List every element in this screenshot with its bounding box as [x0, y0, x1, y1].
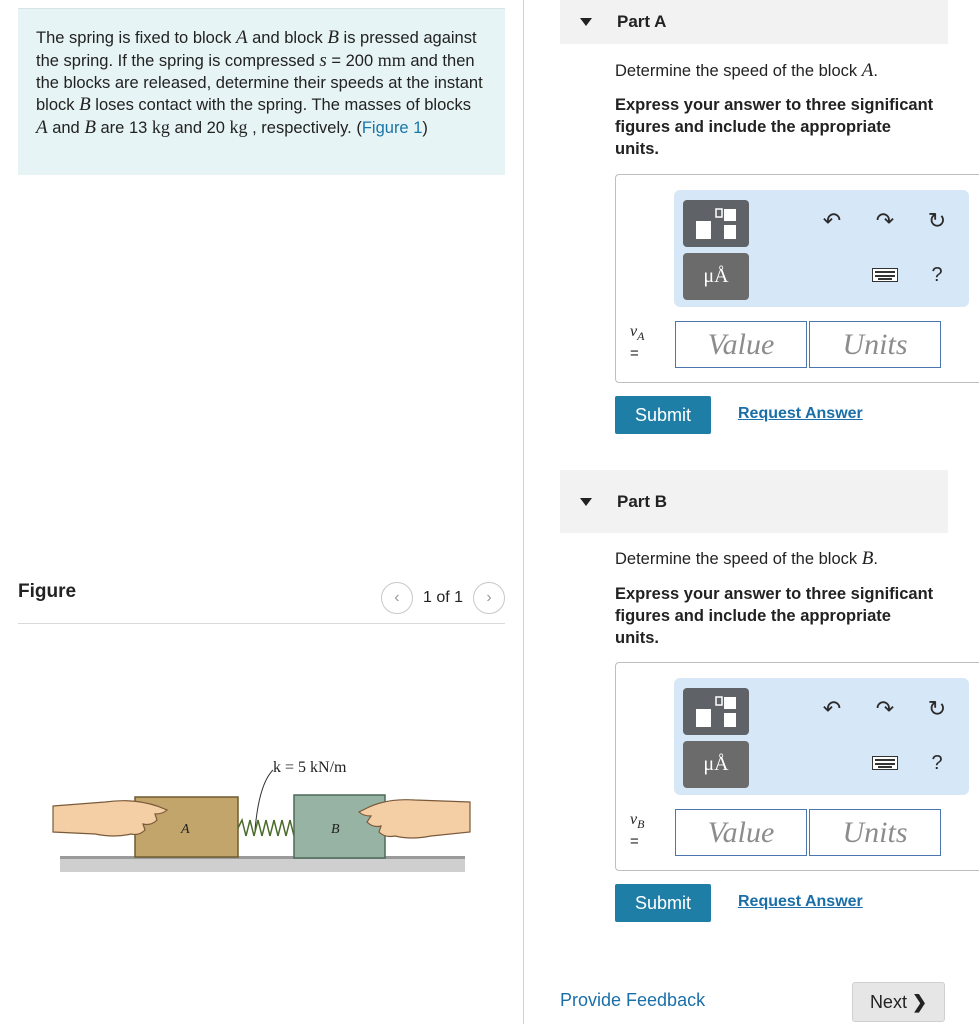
prompt-var: A [861, 60, 874, 81]
problem-text: The spring is fixed to block [36, 29, 236, 47]
var-subscript: B [637, 817, 645, 831]
part-a-answer-box [615, 174, 979, 383]
prompt-text: Determine the speed of the block [615, 62, 862, 80]
redo-icon[interactable]: ↷ [875, 208, 895, 233]
help-icon[interactable]: ? [931, 751, 943, 774]
units-input[interactable]: Units [809, 321, 941, 368]
figure-illustration [45, 740, 475, 890]
template-icon[interactable] [683, 688, 749, 735]
chevron-right-icon[interactable]: › [473, 582, 505, 614]
part-a-header[interactable] [560, 0, 948, 44]
var-s: s [319, 50, 327, 71]
problem-text: and block [247, 29, 328, 47]
next-button[interactable] [852, 982, 945, 1022]
provide-feedback-link[interactable]: Provide Feedback [560, 990, 706, 1010]
part-b-request-answer-link[interactable]: Request Answer [738, 893, 863, 910]
floor-edge [60, 856, 465, 859]
part-a-request-answer-link[interactable]: Request Answer [738, 405, 863, 422]
unit-kg: kg [151, 117, 170, 137]
value-input[interactable]: Value [675, 321, 807, 368]
equals-sign: = [630, 833, 639, 850]
part-b-title: Part B [617, 491, 668, 511]
var-subscript: A [637, 329, 645, 343]
part-b-header[interactable] [560, 470, 948, 533]
prompt-var: B [861, 548, 874, 569]
var-b: B [327, 27, 339, 48]
undo-icon[interactable]: ↶ [822, 696, 842, 721]
equals-sign: = [630, 345, 639, 362]
redo-icon[interactable]: ↷ [875, 696, 895, 721]
collapse-triangle-icon[interactable] [580, 498, 592, 506]
figure-pager [381, 582, 505, 614]
reset-icon[interactable]: ↻ [927, 696, 947, 721]
part-a-prompt [615, 60, 878, 82]
unit-mm: mm [377, 50, 406, 70]
block-b-label: B [331, 822, 340, 837]
part-a-submit-button[interactable]: Submit [615, 396, 711, 434]
spring-label: k = 5 kN/m [273, 759, 347, 776]
figure-header [18, 578, 505, 624]
problem-text: , respectively. ( [247, 119, 362, 137]
unit-kg: kg [229, 117, 248, 137]
units-button[interactable]: μÅ [683, 741, 749, 788]
problem-text: = 200 [326, 52, 378, 70]
problem-text: loses contact with the spring. The masses of blocks [90, 96, 472, 114]
var-symbol: v [630, 811, 638, 828]
template-icon[interactable] [683, 200, 749, 247]
problem-text: is pressed against the spring. If the spring is compressed [36, 29, 477, 70]
chevron-left-icon[interactable]: ‹ [381, 582, 413, 614]
figure-title: Figure [18, 581, 77, 602]
floor [60, 858, 465, 872]
var-label-va [630, 323, 644, 363]
part-b-submit-button[interactable]: Submit [615, 884, 711, 922]
var-label-vb [630, 811, 644, 851]
part-a-instructions: Express your answer to three significant figures and include the appropriate units. [615, 96, 934, 158]
problem-text: and [47, 119, 85, 137]
part-b-prompt [615, 548, 878, 570]
units-input[interactable]: Units [809, 809, 941, 856]
value-input[interactable]: Value [675, 809, 807, 856]
part-a-title: Part A [617, 12, 667, 31]
chevron-right-icon: ❯ [911, 991, 928, 1012]
problem-text: and 20 [169, 119, 230, 137]
var-b: B [84, 117, 96, 138]
problem-text: are 13 [95, 119, 152, 137]
prompt-end: . [873, 550, 878, 568]
block-a-label: A [181, 822, 190, 837]
math-toolbar [674, 678, 969, 795]
var-b: B [79, 94, 91, 115]
var-a: A [235, 27, 248, 48]
var-symbol: v [630, 323, 638, 340]
var-a: A [36, 117, 48, 138]
math-toolbar [674, 190, 969, 307]
collapse-triangle-icon[interactable] [580, 18, 592, 26]
problem-text: and then the blocks are released, determine their speeds at the instant block [36, 52, 483, 114]
problem-statement [18, 8, 505, 175]
undo-icon[interactable]: ↶ [822, 208, 842, 233]
problem-text: ) [422, 119, 428, 137]
part-b-instructions: Express your answer to three significant figures and include the appropriate units. [615, 585, 934, 647]
units-button[interactable]: μÅ [683, 253, 749, 300]
reset-icon[interactable]: ↻ [927, 208, 947, 233]
figure-link[interactable]: Figure 1 [361, 119, 423, 137]
prompt-end: . [873, 62, 878, 80]
keyboard-icon[interactable] [872, 750, 898, 776]
next-label: Next [869, 991, 907, 1012]
help-icon[interactable]: ? [931, 263, 943, 286]
prompt-text: Determine the speed of the block [615, 550, 862, 568]
column-divider [523, 0, 524, 1024]
keyboard-icon[interactable] [872, 262, 898, 288]
pager-text: 1 of 1 [422, 589, 463, 606]
part-b-answer-box [615, 662, 979, 871]
